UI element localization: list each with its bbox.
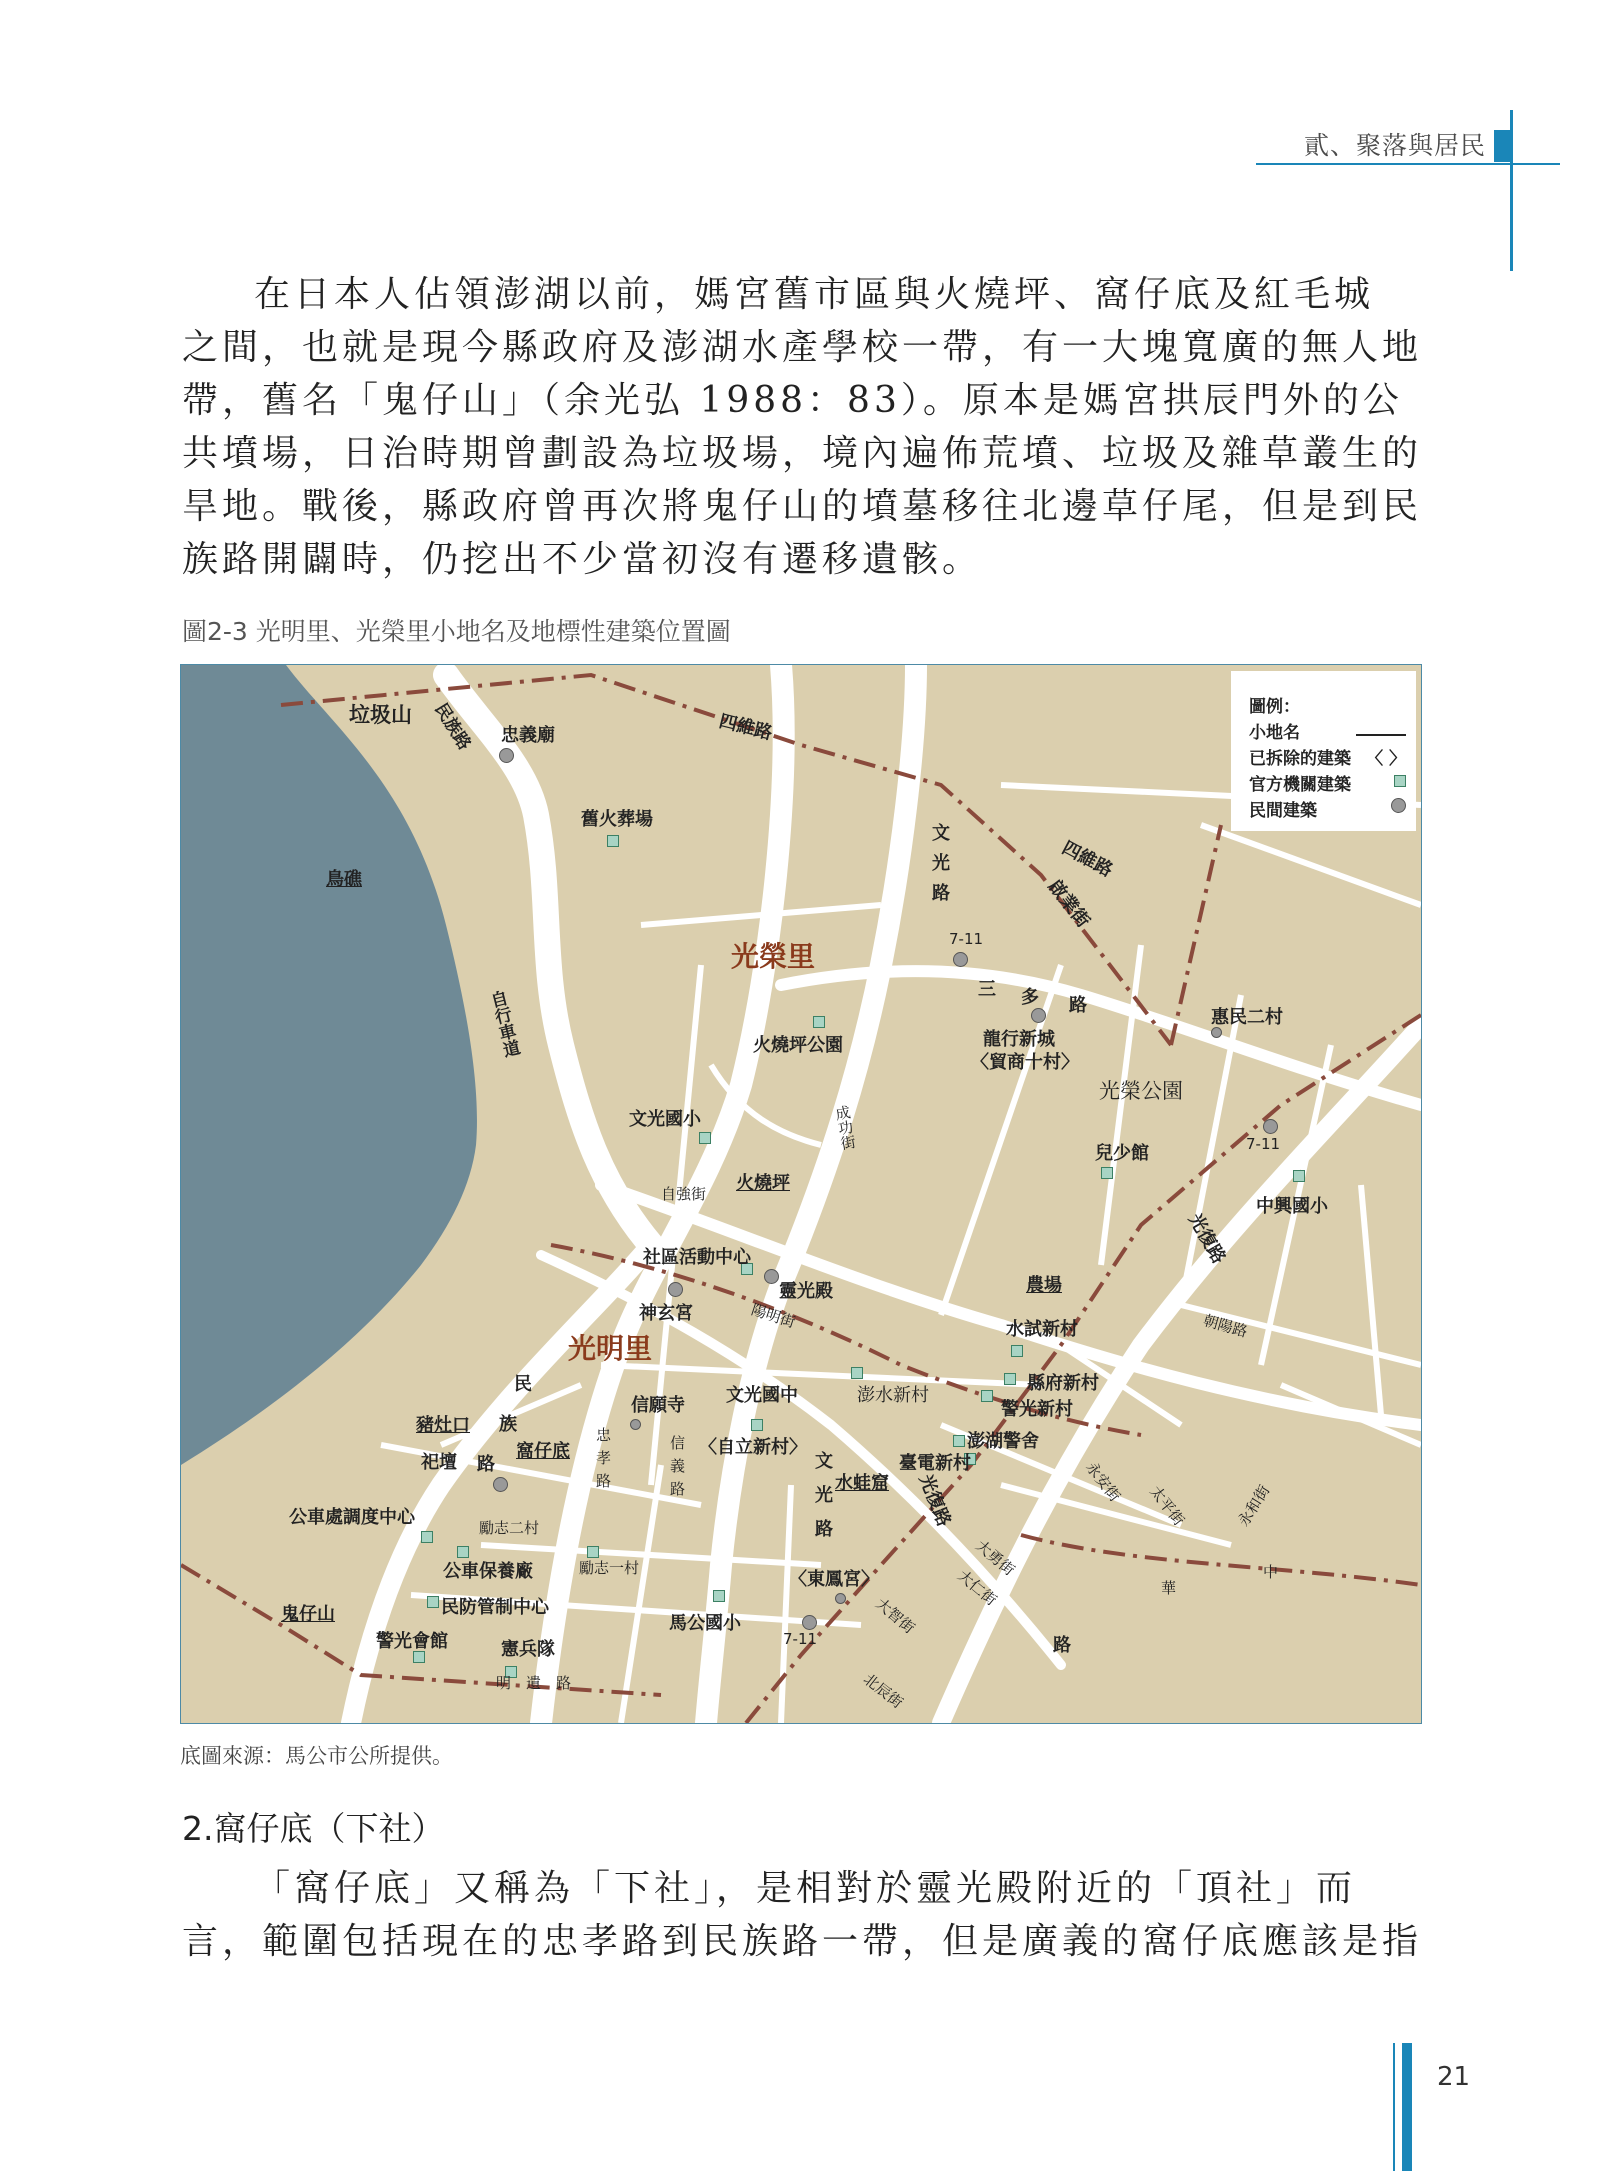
map-label: 永安街 — [1082, 1458, 1125, 1506]
footer-bar — [1402, 2043, 1412, 2171]
map-label: 水蛙窟 — [835, 1473, 889, 1494]
square-marker-icon — [421, 1531, 433, 1543]
paragraph-1-line: 在日本人佔領澎湖以前，媽宮舊市區與火燒坪、窩仔底及紅毛城 — [254, 274, 1375, 315]
map-label: 啟業街 — [1043, 876, 1094, 932]
footer-thin-bar — [1393, 2043, 1395, 2171]
map-label: 朝陽路 — [1201, 1311, 1250, 1341]
square-marker-icon — [1293, 1170, 1305, 1182]
square-marker-icon — [1394, 772, 1406, 792]
map-label: 警光會館 — [376, 1631, 448, 1652]
map-label: 文光路 — [812, 1451, 833, 1553]
map-label: 四維路 — [716, 710, 775, 745]
map-label: 明 遺 路 — [496, 1674, 572, 1692]
legend-civil — [1249, 795, 1416, 821]
map-label: 族 — [499, 1414, 517, 1435]
legend-demolished — [1249, 743, 1416, 769]
map-label: 大仁街 — [954, 1566, 1001, 1610]
legend-small-place-label: 小地名 — [1249, 722, 1300, 743]
map-label: 四維路 — [1058, 837, 1117, 882]
map-label: 永和街 — [1234, 1481, 1274, 1530]
square-marker-icon — [427, 1596, 439, 1608]
map-label: 路 — [1069, 995, 1087, 1016]
figure-caption: 圖2-3 光明里、光榮里小地名及地標性建築位置圖 — [182, 617, 731, 646]
map-label: 大智街 — [872, 1594, 919, 1638]
circle-marker-icon — [668, 1282, 683, 1297]
map-label: 民族路 — [430, 699, 475, 754]
map-label: 惠民二村 — [1211, 1007, 1283, 1028]
map-label: 自行車道 — [485, 988, 521, 1060]
map-label: 光榮里 — [731, 940, 816, 973]
map-label: 路 — [477, 1454, 495, 1475]
legend-small-place — [1249, 717, 1416, 743]
section-heading: 2.窩仔底（下社） — [182, 1809, 445, 1848]
page-number: 21 — [1437, 2062, 1471, 2092]
map-label: 澎湖警舍 — [967, 1431, 1039, 1452]
map-label: 縣府新村 — [1027, 1373, 1099, 1394]
legend-demolished-symbol: 〈 〉 — [1366, 748, 1406, 769]
square-marker-icon — [851, 1367, 863, 1379]
square-marker-icon — [1101, 1167, 1113, 1179]
circle-marker-icon — [953, 952, 968, 967]
map-label: 馬公國小 — [669, 1613, 741, 1634]
map-label: 光榮公園 — [1099, 1079, 1183, 1103]
circle-marker-icon — [1391, 798, 1406, 818]
map-label: 中興國小 — [1256, 1196, 1328, 1217]
map-label: 信願寺 — [631, 1395, 685, 1416]
circle-marker-icon — [630, 1419, 641, 1430]
map-label: 水試新村 — [1006, 1319, 1078, 1340]
header-rule — [1256, 163, 1560, 165]
map-label: 農場 — [1026, 1275, 1062, 1296]
map-label: 民防管制中心 — [441, 1597, 549, 1618]
map-label: 7-11 — [1246, 1135, 1281, 1153]
circle-marker-icon — [802, 1615, 817, 1630]
map-label: 文光國小 — [629, 1109, 701, 1130]
map-label: 靈光殿 — [779, 1281, 833, 1302]
map-label: 鬼仔山 — [281, 1604, 335, 1625]
square-marker-icon — [953, 1435, 965, 1447]
map-label: 警光新村 — [1001, 1399, 1073, 1420]
map-label: 成功街 — [832, 1103, 858, 1152]
map-label: 兒少館 — [1095, 1143, 1149, 1164]
map-label: 神玄宮 — [639, 1303, 693, 1324]
circle-marker-icon — [1031, 1008, 1046, 1023]
map-label: 光明里 — [568, 1332, 653, 1365]
map-legend — [1231, 671, 1416, 831]
map-label: 〈自立新村〉 — [699, 1437, 807, 1458]
map-label: 舊火葬場 — [581, 809, 653, 830]
legend-civil-label: 民間建築 — [1249, 800, 1317, 821]
underline-symbol — [1356, 724, 1406, 736]
square-marker-icon — [699, 1132, 711, 1144]
circle-marker-icon — [493, 1477, 508, 1492]
map-label: 〈貿商十村〉 — [971, 1052, 1079, 1073]
map-label: 民 — [514, 1374, 532, 1395]
map-label: 光復路 — [1184, 1210, 1230, 1268]
paragraph-1-line: 共墳場，日治時期曾劃設為垃圾場，境內遍佈荒墳、垃圾及雜草叢生的 — [182, 433, 1423, 474]
map-label: 豬灶口 — [416, 1415, 470, 1436]
map-label: 火燒坪公園 — [753, 1035, 843, 1056]
map-label: 中 — [1263, 1563, 1279, 1581]
map-label: 文光路 — [929, 823, 950, 913]
map-label: 光復路 — [914, 1471, 955, 1530]
map-label: 文光國中 — [726, 1385, 798, 1406]
map-label: 陽明街 — [749, 1300, 798, 1332]
map-label: 祀壇 — [421, 1452, 457, 1473]
paragraph-2 — [182, 1862, 1422, 1968]
map-label: 憲兵隊 — [501, 1639, 555, 1660]
map-label: 路 — [1053, 1635, 1071, 1656]
map-label: 華 — [1161, 1579, 1177, 1597]
square-marker-icon — [1011, 1345, 1023, 1357]
map-label: 垃圾山 — [349, 703, 412, 727]
square-marker-icon — [713, 1590, 725, 1602]
legend-title: 圖例： — [1249, 696, 1300, 717]
paragraph-1-line: 旱地。戰後，縣政府曾再次將鬼仔山的墳墓移往北邊草仔尾，但是到民 — [182, 486, 1423, 527]
figure-source: 底圖來源：馬公市公所提供。 — [180, 1744, 453, 1768]
paragraph-2-line: 「窩仔底」又稱為「下社」，是相對於靈光殿附近的「頂社」而 — [254, 1868, 1357, 1909]
circle-marker-icon — [1263, 1119, 1278, 1134]
map-label: 鳥礁 — [326, 869, 362, 890]
map-figure — [180, 664, 1422, 1724]
header-vertical-bar — [1510, 110, 1513, 271]
map-label: 勵志一村 — [579, 1559, 640, 1577]
header-title: 貳、聚落與居民 — [1303, 131, 1486, 160]
map-label: 公車處調度中心 — [289, 1507, 415, 1528]
paragraph-1-line: 族路開闢時，仍挖出不少當初沒有遷移遺骸。 — [182, 539, 983, 580]
map-label: 忠義廟 — [501, 725, 555, 746]
circle-marker-icon — [764, 1269, 779, 1284]
map-label: 7-11 — [783, 1630, 818, 1648]
map-label: 忠孝路 — [594, 1427, 612, 1496]
map-label: 火燒坪 — [736, 1173, 790, 1194]
paragraph-1 — [182, 268, 1422, 586]
square-marker-icon — [751, 1419, 763, 1431]
map-label: 北辰街 — [859, 1669, 907, 1712]
map-label: 公車保養廠 — [443, 1561, 533, 1582]
map-label: 〈東鳳宮〉 — [789, 1569, 879, 1590]
circle-marker-icon — [835, 1593, 846, 1604]
map-label: 大勇街 — [972, 1536, 1019, 1580]
map-label: 三 — [978, 979, 996, 1000]
circle-marker-icon — [499, 748, 514, 763]
map-label: 信義路 — [668, 1435, 686, 1504]
legend-official — [1249, 769, 1416, 795]
square-marker-icon — [813, 1016, 825, 1028]
map-label: 7-11 — [949, 930, 984, 948]
map-label: 臺電新村 — [899, 1453, 971, 1474]
map-label: 自強街 — [661, 1185, 707, 1203]
map-label: 澎水新村 — [857, 1385, 929, 1406]
map-label: 多 — [1021, 987, 1039, 1008]
legend-demolished-label: 已拆除的建築 — [1249, 748, 1351, 769]
map-label: 勵志二村 — [479, 1519, 540, 1537]
map-label: 窩仔底 — [516, 1441, 570, 1462]
legend-official-label: 官方機關建築 — [1249, 774, 1351, 795]
header-accent-block — [1494, 130, 1510, 162]
paragraph-2-line: 言，範圍包括現在的忠孝路到民族路一帶，但是廣義的窩仔底應該是指 — [182, 1921, 1423, 1962]
square-marker-icon — [607, 835, 619, 847]
square-marker-icon — [981, 1390, 993, 1402]
map-label: 太平街 — [1146, 1482, 1189, 1530]
paragraph-1-line: 帶，舊名「鬼仔山」（余光弘 1988：83）。原本是媽宮拱辰門外的公 — [182, 380, 1403, 421]
map-label: 社區活動中心 — [643, 1247, 751, 1268]
square-marker-icon — [1004, 1373, 1016, 1385]
paragraph-1-line: 之間，也就是現今縣政府及澎湖水產學校一帶，有一大塊寬廣的無人地 — [182, 327, 1423, 368]
map-label: 龍行新城 — [983, 1029, 1055, 1050]
